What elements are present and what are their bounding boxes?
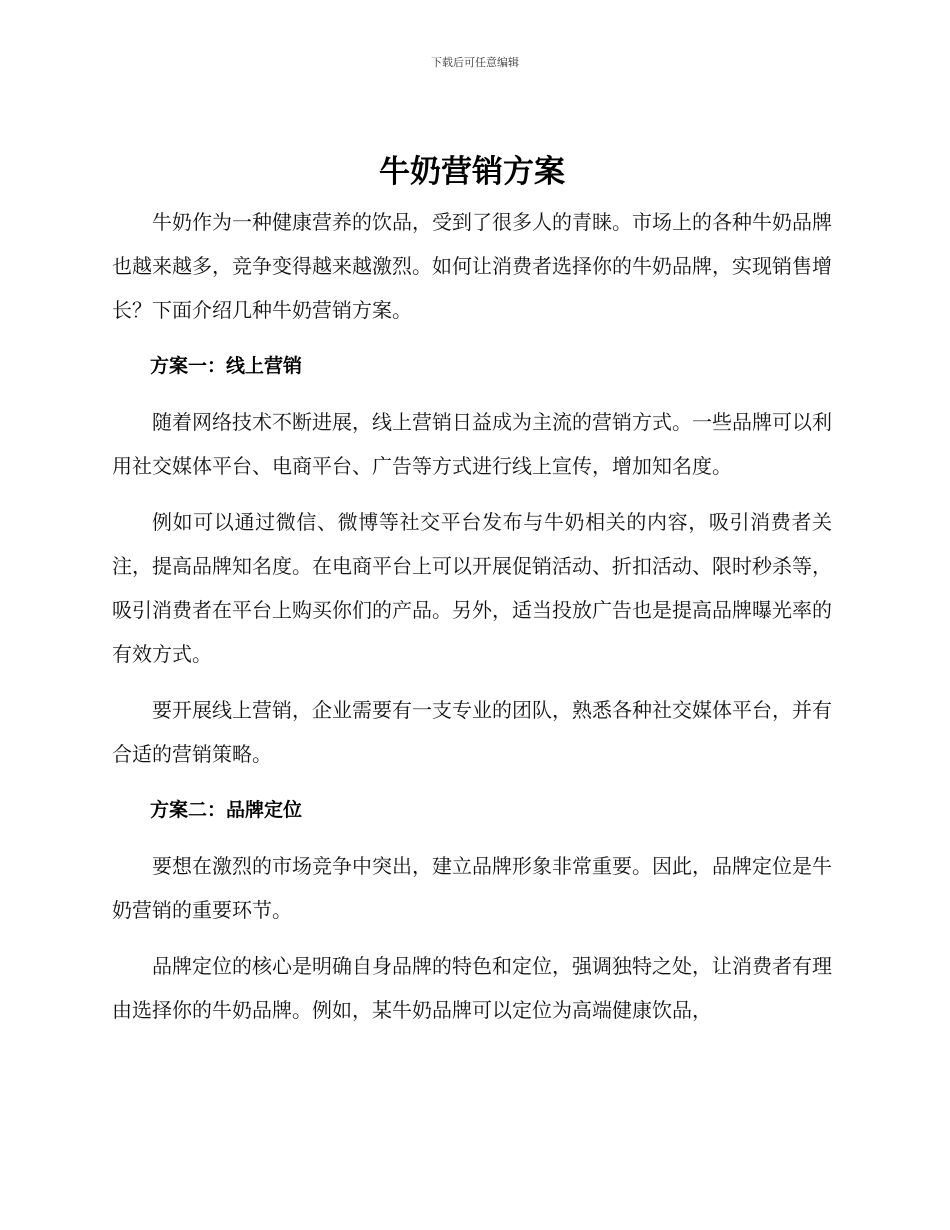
paragraph: 随着网络技术不断进展，线上营销日益成为主流的营销方式。一些品牌可以利用社交媒体平台、电商平台、广告等方式进行线上宣传，增加知名度。 [112, 410, 832, 478]
section-heading-brand-positioning: 方案二：品牌定位 [150, 799, 303, 821]
paragraph: 品牌定位的核心是明确自身品牌的特色和定位，强调独特之处，让消费者有理由选择你的牛奶品牌。例如，某牛奶品牌可以定位为高端健康饮品， [112, 954, 832, 1022]
paragraph: 要开展线上营销，企业需要有一支专业的团队，熟悉各种社交媒体平台，并有合适的营销策略。 [112, 698, 832, 766]
paragraph: 要想在激烈的市场竞争中突出，建立品牌形象非常重要。因此，品牌定位是牛奶营销的重要环节。 [112, 854, 832, 922]
document-title: 牛奶营销方案 [379, 154, 565, 190]
header-note: 下载后可任意编辑 [431, 56, 519, 69]
section-heading-online-marketing: 方案一：线上营销 [150, 355, 303, 377]
document-body [112, 150, 832, 1044]
paragraph: 例如可以通过微信、微博等社交平台发布与牛奶相关的内容，吸引消费者关注，提高品牌知名度。在电商平台上可以开展促销活动、折扣活动、限时秒杀等，吸引消费者在平台上购买你们的产品。另外，适当投放广告也是提高品牌曝光率的有效方式。 [112, 510, 832, 666]
intro-paragraph: 牛奶作为一种健康营养的饮品，受到了很多人的青睐。市场上的各种牛奶品牌也越来越多，竞争变得越来越激烈。如何让消费者选择你的牛奶品牌，实现销售增长？下面介绍几种牛奶营销方案。 [112, 210, 832, 322]
